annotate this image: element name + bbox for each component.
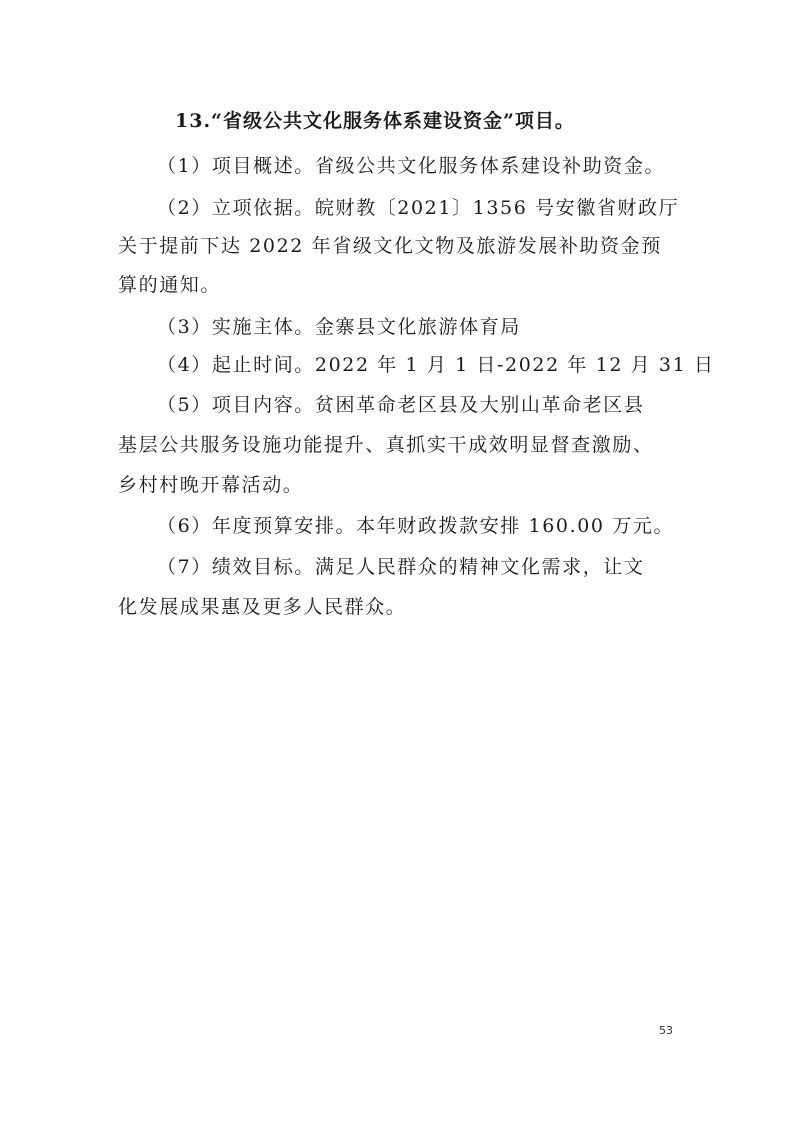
paragraph-goals-line-2: 化发展成果惠及更多人民群众。	[118, 596, 407, 618]
paragraph-budget: （6）年度预算安排。本年财政拨款安排 160.00 万元。	[157, 515, 675, 537]
paragraph-basis-line-3: 算的通知。	[118, 274, 222, 296]
paragraph-basis-line-2: 关于提前下达 2022 年省级文化文物及旅游发展补助资金预	[118, 235, 662, 257]
paragraph-implementing-body: （3）实施主体。金寨县文化旅游体育局	[157, 316, 521, 338]
paragraph-basis-line-1: （2）立项依据。皖财教〔2021〕1356 号安徽省财政厅	[157, 197, 680, 219]
paragraph-content-line-1: （5）项目内容。贫困革命老区县及大别山革命老区县	[157, 394, 645, 416]
page-number: 53	[659, 1024, 673, 1037]
section-heading: 13.“省级公共文化服务体系建设资金”项目。	[175, 110, 575, 132]
paragraph-content-line-3: 乡村村晚开幕活动。	[118, 474, 304, 496]
paragraph-content-line-2: 基层公共服务设施功能提升、真抓实干成效明显督查激励、	[118, 434, 654, 456]
paragraph-duration: （4）起止时间。2022 年 1 月 1 日-2022 年 12 月 31 日	[157, 354, 715, 376]
paragraph-project-overview: （1）项目概述。省级公共文化服务体系建设补助资金。	[157, 155, 666, 177]
paragraph-goals-line-1: （7）绩效目标。满足人民群众的精神文化需求，让文	[157, 556, 645, 578]
